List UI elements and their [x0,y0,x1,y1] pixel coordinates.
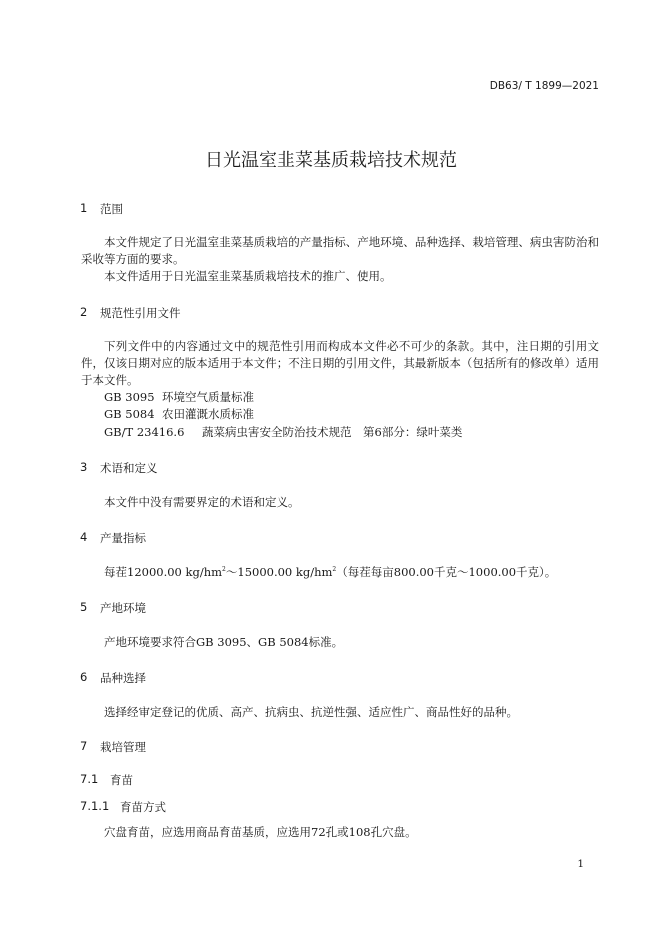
subsection-number: 7.1.1 [80,799,110,813]
subsection-title: 育苗方式 [120,800,166,814]
section-title: 产地环境 [100,601,146,615]
unit-superscript: 2 [332,566,337,573]
section-1-paragraph-2: 本文件适用于日光温室韭菜基质栽培技术的推广、使用。 [104,269,392,283]
reference-code: GB/T 23416.6 [104,425,185,439]
section-number: 6 [80,670,88,684]
section-number: 2 [80,305,88,319]
yield-range-end: ～15000.00 kg/hm [225,565,333,579]
section-3-paragraph-1: 本文件中没有需要界定的术语和定义。 [104,495,300,509]
section-number: 7 [80,739,88,753]
section-number: 1 [80,201,88,215]
reference-name: 环境空气质量标准 [162,390,254,404]
subsection-number: 7.1 [80,772,99,786]
section-title: 栽培管理 [100,740,146,754]
document-title: 日光温室韭菜基质栽培技术规范 [205,150,457,171]
unit-superscript: 2 [222,566,226,573]
reference-code: GB 5084 [104,407,155,421]
section-5-paragraph-1: 产地环境要求符合GB 3095、GB 5084标准。 [104,635,344,649]
section-number: 4 [80,530,88,544]
yield-range-start: 每茬12000.00 kg/hm [104,565,223,579]
section-title: 产量指标 [100,531,146,545]
section-number: 5 [80,600,88,614]
standard-number: DB63/ T 1899—2021 [489,80,599,92]
normative-reference [104,424,462,440]
section-title: 品种选择 [100,671,146,685]
normative-reference [104,389,254,405]
section-title: 术语和定义 [100,461,158,475]
section-title: 范围 [100,202,123,216]
page-number: 1 [577,858,584,870]
section-1-paragraph-1: 本文件规定了日光温室韭菜基质栽培的产量指标、产地环境、品种选择、栽培管理、病虫害防治和采收等方面的要求。 [81,235,599,266]
subsection-title: 育苗 [110,773,133,787]
yield-per-mu: （每茬每亩800.00千克～1000.00千克）。 [336,565,557,579]
reference-name: 农田灌溉水质标准 [162,407,254,421]
normative-reference [104,406,254,422]
section-title: 规范性引用文件 [100,306,181,320]
section-number: 3 [80,460,88,474]
subsection-7-1-1-paragraph-1: 穴盘育苗，应选用商品育苗基质，应选用72孔或108孔穴盘。 [104,825,417,839]
section-2-paragraph-1: 下列文件中的内容通过文中的规范性引用而构成本文件必不可少的条款。其中，注日期的引用文件，仅该日期对应的版本适用于本文件；不注日期的引用文件，其最新版本（包括所有的修改单）适用于本文件。 [81,339,599,387]
reference-code: GB 3095 [104,390,155,404]
section-4-paragraph-1 [104,564,556,580]
reference-name: 蔬菜病虫害安全防治技术规范 第6部分：绿叶菜类 [202,425,463,439]
section-6-paragraph-1: 选择经审定登记的优质、高产、抗病虫、抗逆性强、适应性广、商品性好的品种。 [104,705,518,719]
